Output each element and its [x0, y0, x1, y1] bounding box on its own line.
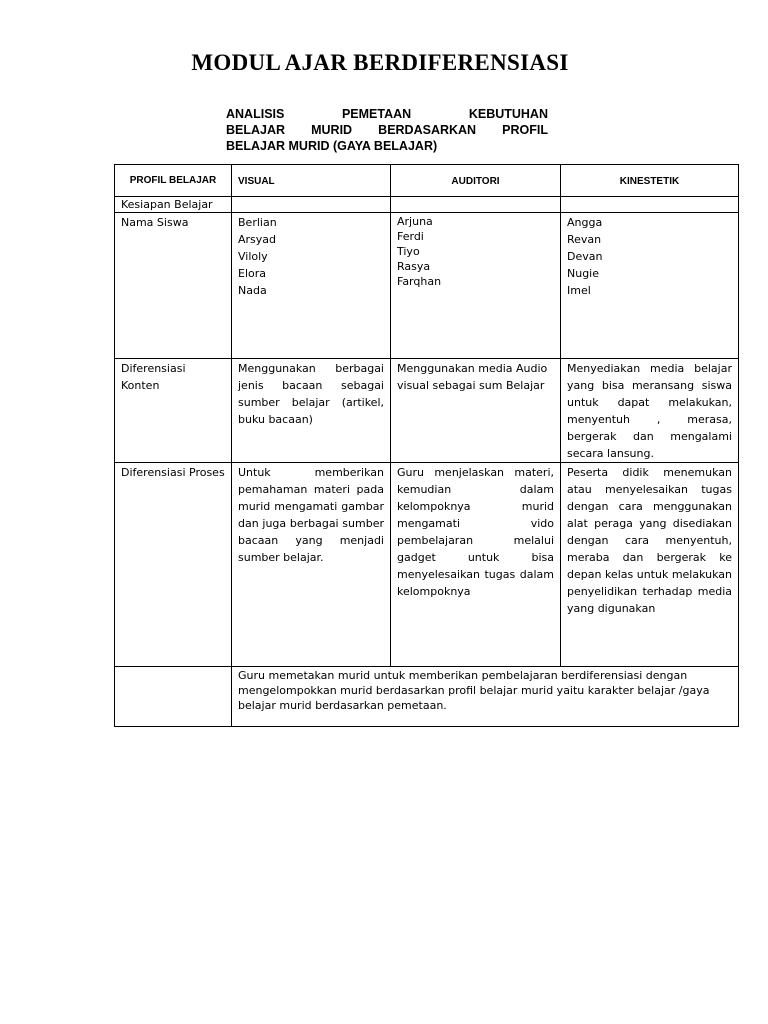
list-item: Viloly	[238, 250, 268, 263]
diferensiasi-proses-label: Diferensiasi Proses	[115, 463, 232, 667]
list-item: Devan	[567, 250, 603, 263]
list-item: Nugie	[567, 267, 600, 280]
table-header-row	[115, 165, 739, 197]
document-subtitle	[226, 106, 548, 154]
konten-visual: Menggunakan berbagai jenis bacaan sebagai sumber belajar (artikel, buku bacaan)	[232, 359, 391, 463]
header-auditori: AUDITORI	[391, 165, 561, 197]
header-visual: VISUAL	[232, 165, 391, 197]
proses-kinestetik: Peserta didik menemukan atau menyelesaikan tugas dengan cara menggunakan alat peraga yang disediakan dengan cara menyentuh, meraba dan bergerak ke depan kelas untuk melakukan penyelidikan terhadap media yang digunakan	[561, 463, 739, 667]
list-item: Angga	[567, 216, 603, 229]
kinestetik-names	[561, 213, 739, 359]
list-item: Berlian	[238, 216, 277, 229]
list-item: Imel	[567, 284, 591, 297]
auditori-names	[391, 213, 561, 359]
visual-names	[232, 213, 391, 359]
table-row	[115, 667, 739, 727]
list-item: Revan	[567, 233, 602, 246]
summary-line-2: mengelompokkan murid berdasarkan profil belajar murid yaitu karakter belajar /gaya belajar murid berdasarkan pemetaan.	[238, 684, 710, 712]
list-item: Tiyo	[397, 245, 420, 258]
table-row	[115, 463, 739, 667]
document-title: MODUL AJAR BERDIFERENSIASI	[191, 50, 569, 75]
subtitle-line-2: BELAJAR MURID BERDASARKAN PROFIL	[226, 123, 548, 137]
nama-siswa-label: Nama Siswa	[115, 213, 232, 359]
summary-line-1: Guru memetakan murid untuk memberikan pembelajaran berdiferensiasi dengan	[238, 669, 688, 682]
list-item: Nada	[238, 284, 267, 297]
table-row	[115, 197, 739, 213]
learning-profile-table	[114, 164, 739, 727]
list-item: Elora	[238, 267, 266, 280]
summary-text	[232, 667, 739, 727]
subtitle-line-3: BELAJAR MURID (GAYA BELAJAR)	[226, 139, 438, 153]
list-item: Ferdi	[397, 230, 424, 243]
header-kinestetik: KINESTETIK	[561, 165, 739, 197]
header-profil-belajar: PROFIL BELAJAR	[115, 165, 232, 197]
konten-auditori: Menggunakan media Audio visual sebagai sum Belajar	[391, 359, 561, 463]
table-row	[115, 359, 739, 463]
subtitle-line-1: ANALISIS PEMETAAN KEBUTUHAN	[226, 107, 548, 121]
list-item: Rasya	[397, 260, 431, 273]
table-row	[115, 213, 739, 359]
list-item: Farqhan	[397, 275, 442, 288]
kesiapan-belajar-label: Kesiapan Belajar	[115, 197, 232, 213]
proses-auditori: Guru menjelaskan materi, kemudian dalam kelompoknya murid mengamati vido pembelajaran melalui gadget untuk bisa menyelesaikan tugas dalam kelompoknya	[391, 463, 561, 667]
diferensiasi-konten-label: Diferensiasi Konten	[115, 359, 232, 463]
proses-visual: Untuk memberikan pemahaman materi pada murid mengamati gambar dan juga berbagai sumber bacaan yang menjadi sumber belajar.	[232, 463, 391, 667]
list-item: Arsyad	[238, 233, 277, 246]
list-item: Arjuna	[397, 215, 433, 228]
konten-kinestetik: Menyediakan media belajar yang bisa meransang siswa untuk dapat melakukan, menyentuh , merasa, bergerak dan mengalami secara lansung.	[561, 359, 739, 463]
